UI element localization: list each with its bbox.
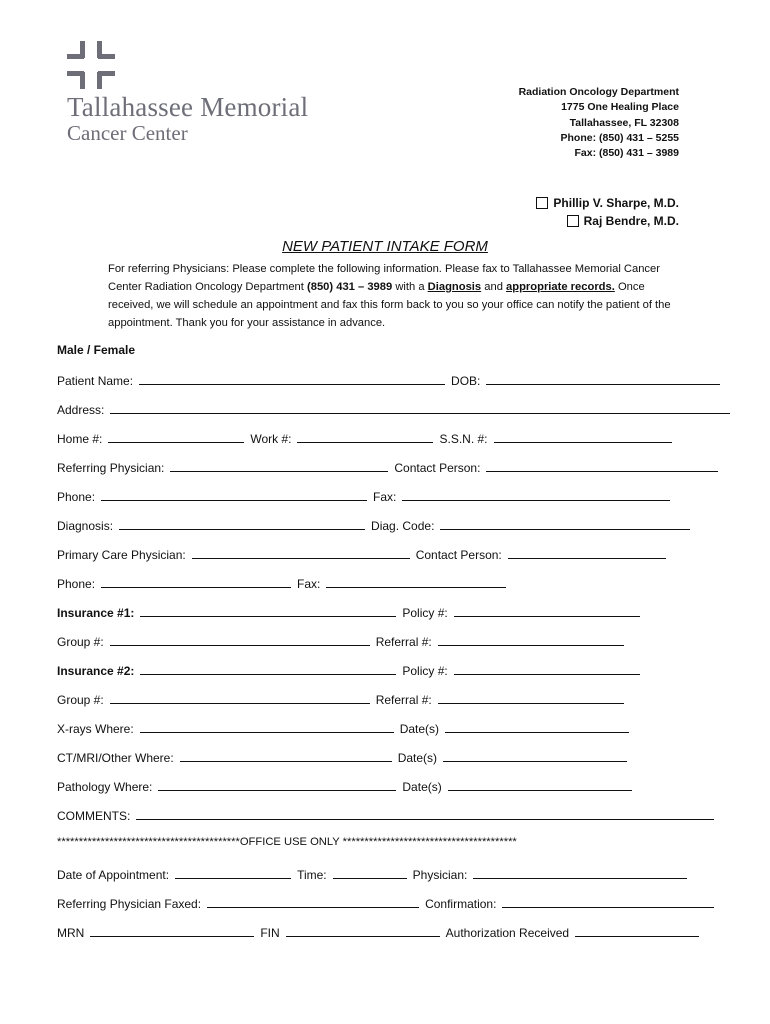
appt-date-field[interactable] [175, 866, 291, 879]
row-phone2 [57, 575, 512, 591]
xrays-label: X-rays Where: [57, 722, 134, 736]
phone2-field[interactable] [101, 575, 291, 588]
time-label: Time: [297, 868, 327, 882]
time-field[interactable] [333, 866, 407, 879]
contact2-field[interactable] [508, 546, 666, 559]
fax1-field[interactable] [402, 488, 670, 501]
ctmri-field[interactable] [180, 749, 392, 762]
intro-paragraph: For referring Physicians: Please complete the following information. Please fax to Tallahassee Memorial Cancer Center Radiation Oncology Department (850) 431 – 3989 with a Diagnosis and appropriate records. Once received, we will schedule an appointment and fax this form back to you so your office can notify the patient of the appointment. Thank you for your assistance in advance. [108, 263, 671, 329]
gender-field[interactable]: Male / Female [57, 343, 136, 357]
doctor-checkbox[interactable] [567, 215, 579, 227]
comments-field[interactable] [136, 807, 714, 820]
fin-label: FIN [260, 926, 280, 940]
referral2-field[interactable] [438, 691, 624, 704]
department-address [519, 85, 679, 161]
group2-label: Group #: [57, 693, 104, 707]
diagnosis-field[interactable] [119, 517, 365, 530]
referral1-label: Referral #: [375, 635, 432, 649]
dates1-field[interactable] [445, 720, 629, 733]
ctmri-label: CT/MRI/Other Where: [57, 751, 174, 765]
ref-phys-label: Referring Physician: [57, 461, 165, 475]
doctor-option [536, 212, 679, 230]
work-label: Work #: [250, 432, 292, 446]
row-phones [57, 430, 678, 446]
ref-faxed-field[interactable] [207, 895, 419, 908]
physician-label: Physician: [412, 868, 468, 882]
diagnosis-label: Diagnosis: [57, 519, 114, 533]
policy1-label: Policy #: [402, 606, 448, 620]
doctor-name: Phillip V. Sharpe, M.D. [553, 196, 679, 210]
row-address [57, 401, 736, 417]
phone1-field[interactable] [101, 488, 367, 501]
ref-phys-field[interactable] [170, 459, 388, 472]
auth-field[interactable] [575, 924, 699, 937]
row-pcp [57, 546, 672, 562]
office-use-divider: ******************************************OFFICE USE ONLY **************************************** [57, 836, 517, 848]
dates1-label: Date(s) [399, 722, 440, 736]
contact2-label: Contact Person: [415, 548, 502, 562]
row-ref-faxed [57, 895, 720, 911]
ins1-field[interactable] [140, 604, 396, 617]
referral1-field[interactable] [438, 633, 624, 646]
row-insurance2 [57, 662, 646, 678]
org-name: Tallahassee Memorial [67, 92, 309, 122]
patient-name-field[interactable] [139, 372, 445, 385]
referral2-label: Referral #: [375, 693, 432, 707]
work-field[interactable] [297, 430, 433, 443]
row-appointment [57, 866, 693, 882]
doctor-name: Raj Bendre, M.D. [583, 214, 679, 228]
dept-line: 1775 One Healing Place [561, 101, 679, 114]
ins2-field[interactable] [140, 662, 396, 675]
fax1-label: Fax: [373, 490, 397, 504]
patient-name-label: Patient Name: [57, 374, 134, 388]
fax2-label: Fax: [297, 577, 321, 591]
group2-field[interactable] [110, 691, 370, 704]
pathology-field[interactable] [158, 778, 396, 791]
row-ctmri [57, 749, 633, 765]
dept-line: Radiation Oncology Department [518, 86, 679, 98]
home-label: Home #: [57, 432, 103, 446]
dob-field[interactable] [486, 372, 720, 385]
ref-faxed-label: Referring Physician Faxed: [57, 897, 202, 911]
doctor-checkbox[interactable] [536, 197, 548, 209]
dates2-field[interactable] [443, 749, 627, 762]
comments-label: COMMENTS: [57, 809, 131, 823]
pathology-label: Pathology Where: [57, 780, 153, 794]
group1-label: Group #: [57, 635, 104, 649]
pcp-label: Primary Care Physician: [57, 548, 186, 562]
xrays-field[interactable] [140, 720, 394, 733]
group1-field[interactable] [110, 633, 370, 646]
ssn-label: S.S.N. #: [439, 432, 488, 446]
mrn-field[interactable] [90, 924, 254, 937]
phone1-label: Phone: [57, 490, 96, 504]
dates2-label: Date(s) [397, 751, 438, 765]
policy2-label: Policy #: [402, 664, 448, 678]
row-xrays [57, 720, 635, 736]
ins2-label: Insurance #2: [57, 664, 135, 678]
diag-code-label: Diag. Code: [371, 519, 435, 533]
row-phone1 [57, 488, 676, 504]
contact1-label: Contact Person: [394, 461, 481, 475]
row-group1 [57, 633, 630, 649]
dept-line: Tallahassee, FL 32308 [569, 116, 679, 129]
row-patient [57, 372, 726, 388]
doctor-selection [536, 194, 679, 230]
policy1-field[interactable] [454, 604, 640, 617]
doctor-option [536, 194, 679, 212]
fin-field[interactable] [286, 924, 440, 937]
mrn-label: MRN [57, 926, 85, 940]
diag-code-field[interactable] [440, 517, 690, 530]
row-group2 [57, 691, 630, 707]
dates3-field[interactable] [448, 778, 632, 791]
appt-date-label: Date of Appointment: [57, 868, 170, 882]
dept-line: Fax: (850) 431 – 3989 [574, 147, 679, 160]
pcp-field[interactable] [192, 546, 410, 559]
address-label: Address: [57, 403, 105, 417]
contact1-field[interactable] [486, 459, 718, 472]
row-comments [57, 807, 720, 823]
auth-label: Authorization Received [445, 926, 570, 940]
physician-field[interactable] [473, 866, 687, 879]
confirmation-label: Confirmation: [425, 897, 497, 911]
row-mrn [57, 924, 705, 940]
row-referring [57, 459, 724, 475]
row-diagnosis [57, 517, 696, 533]
fax2-field[interactable] [326, 575, 506, 588]
hospital-cross-logo-icon [67, 41, 115, 89]
confirmation-field[interactable] [502, 895, 714, 908]
row-insurance1 [57, 604, 646, 620]
org-subtitle: Cancer Center [67, 121, 188, 145]
dob-label: DOB: [451, 374, 481, 388]
dept-line: Phone: (850) 431 – 5255 [560, 131, 679, 144]
address-field[interactable] [110, 401, 730, 414]
ssn-field[interactable] [494, 430, 672, 443]
ins1-label: Insurance #1: [57, 606, 135, 620]
row-pathology [57, 778, 638, 794]
phone2-label: Phone: [57, 577, 96, 591]
home-field[interactable] [108, 430, 244, 443]
dates3-label: Date(s) [402, 780, 442, 794]
policy2-field[interactable] [454, 662, 640, 675]
form-title: NEW PATIENT INTAKE FORM [282, 238, 488, 255]
